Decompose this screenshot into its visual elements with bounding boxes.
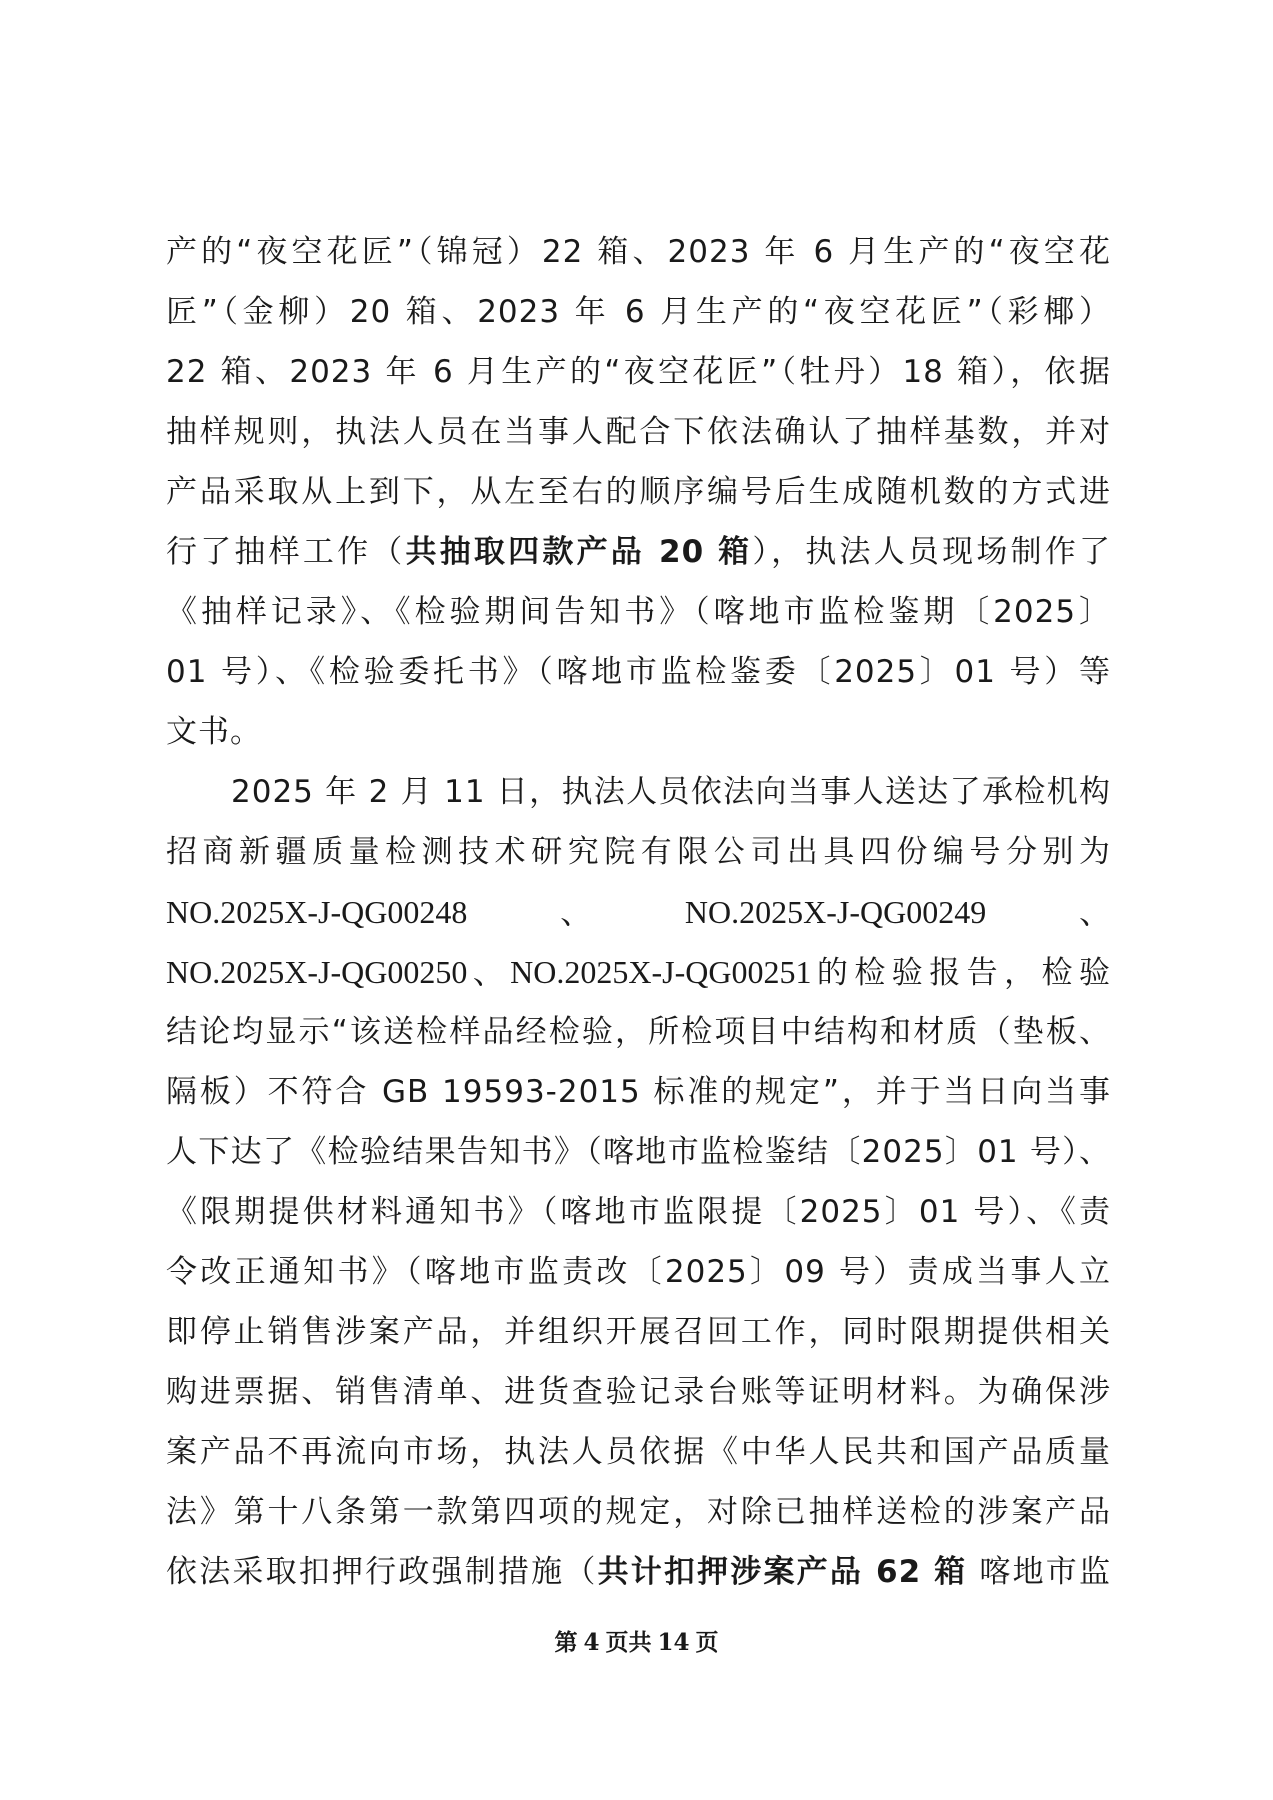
text-line — [166, 1362, 1111, 1422]
text-line — [166, 1242, 1111, 1302]
text-span: 隔板）不符合 GB 19593-2015 标准的规定”，并于当日向当事 — [166, 1074, 1111, 1110]
text-line — [166, 402, 1111, 462]
text-line — [166, 1422, 1111, 1482]
text-span: ），执法人员现场制作了 — [752, 534, 1111, 570]
text-span: 的检验报告，检验 — [811, 955, 1111, 991]
text-line — [166, 522, 1111, 582]
text-line — [166, 1062, 1111, 1122]
text-span: 案产品不再流向市场，执法人员依据《中华人民共和国产品质量 — [166, 1434, 1111, 1470]
text-span: 令改正通知书》（喀地市监责改〔2025〕09 号）责成当事人立 — [166, 1254, 1111, 1290]
report-number: NO.2025X-J-QG00248 — [166, 894, 468, 930]
text-span: 文书。 — [166, 714, 262, 750]
text-span: 抽样规则，执法人员在当事人配合下依法确认了抽样基数，并对 — [166, 414, 1111, 450]
text-span: 购进票据、销售清单、进货查验记录台账等证明材料。为确保涉 — [166, 1374, 1111, 1410]
text-span: 产的“夜空花匠”（锦冠）22 箱、2023 年 6 月生产的“夜空花 — [166, 234, 1111, 270]
footer-prefix: 第 — [554, 1629, 578, 1656]
report-number: NO.2025X-J-QG00249 — [684, 894, 987, 930]
text-line — [166, 822, 1111, 882]
text-line — [166, 1302, 1111, 1362]
paragraph-start-line — [166, 762, 1111, 822]
bold-emphasis: 共计扣押涉案产品 62 箱 — [597, 1554, 968, 1590]
text-span: 《限期提供材料通知书》（喀地市监限提〔2025〕01 号）、《责 — [166, 1194, 1111, 1230]
text-span: 人下达了《检验结果告知书》（喀地市监检鉴结〔2025〕01 号）、 — [166, 1134, 1111, 1170]
report-number-line — [166, 882, 1111, 942]
body-text — [166, 222, 1111, 1602]
bold-emphasis: 共抽取四款产品 20 箱 — [405, 534, 753, 570]
text-line — [166, 582, 1111, 642]
report-number: NO.2025X-J-QG00250、NO.2025X-J-QG00251 — [166, 954, 812, 990]
text-span: 22 箱、2023 年 6 月生产的“夜空花匠”（牡丹）18 箱），依据 — [166, 354, 1111, 390]
text-line — [166, 1002, 1111, 1062]
text-line — [166, 1542, 1111, 1602]
text-span: 结论均显示“该送检样品经检验，所检项目中结构和材质（垫板、 — [166, 1014, 1111, 1050]
page-number: 4 — [583, 1629, 600, 1656]
text-span: 依法采取扣押行政强制措施（ — [166, 1554, 598, 1590]
text-span: 2025 年 2 月 11 日，执法人员依法向当事人送达了承检机构 — [231, 774, 1111, 810]
text-line — [166, 1182, 1111, 1242]
text-line — [166, 462, 1111, 522]
text-span: 即停止销售涉案产品，并组织开展召回工作，同时限期提供相关 — [166, 1314, 1111, 1350]
page-total: 14 — [657, 1629, 690, 1656]
text-span: 匠”（金柳）20 箱、2023 年 6 月生产的“夜空花匠”（彩椰） — [166, 294, 1111, 330]
text-span: 01 号）、《检验委托书》（喀地市监检鉴委〔2025〕01 号）等 — [166, 654, 1111, 690]
text-line — [166, 222, 1111, 282]
page-footer — [0, 1628, 1273, 1658]
text-span: 产品采取从上到下，从左至右的顺序编号后生成随机数的方式进 — [166, 474, 1111, 510]
footer-mid: 页共 — [605, 1629, 652, 1656]
separator: 、 — [467, 894, 685, 930]
text-span: 行了抽样工作（ — [166, 534, 406, 570]
text-span: 《抽样记录》、《检验期间告知书》（喀地市监检鉴期〔2025〕 — [166, 594, 1111, 630]
text-line — [166, 1122, 1111, 1182]
text-line — [166, 1482, 1111, 1542]
text-line — [166, 942, 1111, 1002]
text-line — [166, 342, 1111, 402]
footer-suffix: 页 — [695, 1629, 719, 1656]
text-span: 喀地市监 — [967, 1554, 1112, 1590]
text-span: 招商新疆质量检测技术研究院有限公司出具四份编号分别为 — [166, 834, 1111, 870]
text-line — [166, 282, 1111, 342]
text-line — [166, 642, 1111, 702]
text-span: 法》第十八条第一款第四项的规定，对除已抽样送检的涉案产品 — [166, 1494, 1111, 1530]
separator: 、 — [986, 894, 1111, 930]
text-line — [166, 702, 1111, 762]
